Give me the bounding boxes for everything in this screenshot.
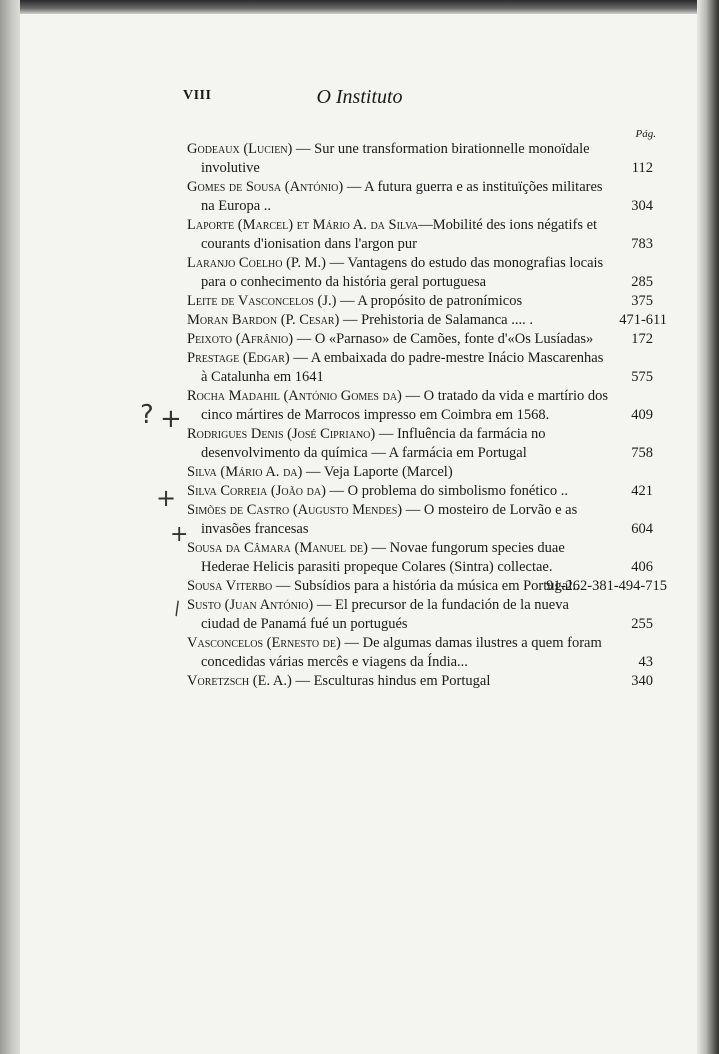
entry-title: — O mosteiro de Lorvão e as invasões francesas (201, 502, 578, 537)
entry-title: — El precursor de la fundación de la nueva ciudad de Panamá fué un portugués (201, 597, 569, 632)
entry-page-number: 340 (631, 673, 653, 689)
entry-page-number: 575 (631, 369, 653, 385)
entry-title: —Mobilité des ions négatifs et courants d'ionisation dans l'argon pur (201, 217, 598, 252)
entry-title: — O «Parnaso» de Camões, fonte d'«Os Lusíadas» (293, 331, 594, 347)
entry-title: — O tratado da vida e martírio dos cinco mártires de Marrocos impresso em Coimbra em 1568. (201, 388, 609, 423)
entry-author: Laranjo Coelho (P. M.) (187, 255, 326, 271)
index-entry (187, 672, 653, 691)
entry-page-number: 285 (631, 274, 653, 290)
entry-author: Leite de Vasconcelos (J.) (187, 293, 337, 309)
entry-title: — Subsídios para a história da música em Portugal.. (272, 578, 580, 594)
page-folio: VIII (183, 88, 212, 103)
index-entry (187, 178, 653, 216)
entry-title: — De algumas damas ilustres a quem foram concedidas várias mercês e viagens da Índia... (201, 635, 602, 670)
scan-border-top (0, 0, 719, 14)
index-entry (187, 482, 653, 501)
entry-title: — O problema do simbolismo fonético .. (325, 483, 568, 499)
index-entry (187, 254, 653, 292)
index-entry (187, 425, 653, 463)
entry-author: Vasconcelos (Ernesto de) (187, 635, 341, 651)
index-entry (187, 387, 653, 425)
entry-author: Sousa da Câmara (Manuel de) (187, 540, 368, 556)
entry-title: — Esculturas hindus em Portugal (291, 673, 491, 689)
entry-page-number: 304 (631, 198, 653, 214)
page-header (0, 86, 719, 110)
handwritten-tick-mark: \ (169, 597, 185, 620)
entry-author: Rocha Madahil (António Gomes da) (187, 388, 402, 404)
entry-page-number: 112 (631, 160, 653, 176)
running-title: O Instituto (316, 86, 403, 108)
entry-title: — Vantagens do estudo das monografias locais para o conhecimento da história geral portuguesa (201, 255, 604, 290)
entry-title: — A propósito de patronímicos (336, 293, 523, 309)
entry-page-number: 783 (631, 236, 653, 252)
entry-author: Laporte (Marcel) et Mário A. da Silva (187, 217, 419, 233)
index-entry (187, 140, 653, 178)
entry-author: Gomes de Sousa (António) (187, 179, 344, 195)
entry-author: Silva Correia (João da) (187, 483, 326, 499)
index-entry (187, 216, 653, 254)
entry-author: Godeaux (Lucien) (187, 141, 293, 157)
entry-page-number: 172 (631, 331, 653, 347)
entry-page-number: 758 (631, 445, 653, 461)
entry-title: — A embaixada do padre-mestre Inácio Mascarenhas à Catalunha em 1641 (201, 350, 604, 385)
handwritten-question-mark: ? (140, 400, 154, 430)
handwritten-cross-mark: + (170, 522, 189, 547)
entry-page-number: 421 (631, 483, 653, 499)
entry-title: — Prehistoria de Salamanca .... . (339, 312, 533, 328)
entry-author: Sousa Viterbo (187, 578, 273, 594)
entry-page-number: 604 (631, 521, 653, 537)
entry-author: Prestage (Edgar) (187, 350, 290, 366)
entry-author: Silva (Mário A. da) (187, 464, 303, 480)
entry-title: — Sur une transformation birationnelle monoïdale involutive (201, 141, 590, 176)
handwritten-cross-mark: + (156, 484, 177, 512)
entry-author: Voretzsch (E. A.) (187, 673, 292, 689)
index-entry (187, 292, 653, 311)
entry-author: Moran Bardon (P. Cesar) (187, 312, 340, 328)
index-entry (187, 596, 653, 634)
entry-page-number: 409 (631, 407, 653, 423)
handwritten-cross-mark: + (160, 404, 182, 434)
entry-page-number: 406 (631, 559, 653, 575)
entry-author: Peixoto (Afrânio) (187, 331, 294, 347)
page-column-label: Pág. (635, 128, 656, 140)
index-entry (187, 330, 653, 349)
index-entry (187, 311, 667, 330)
index-entry (187, 463, 653, 482)
entry-author: Susto (Juan António) (187, 597, 314, 613)
index-entry (187, 501, 653, 539)
entry-title: — Veja Laporte (Marcel) (302, 464, 453, 480)
entry-title: — Influência da farmácia no desenvolvimento da química — A farmácia em Portugal (201, 426, 546, 461)
entry-title: — Novae fungorum species duae Hederae Helicis parasiti propeque Colares (Sintra) collectae. (201, 540, 565, 575)
index-entry (187, 539, 653, 577)
entry-author: Simões de Castro (Augusto Mendes) (187, 502, 403, 518)
entry-title: — A futura guerra e as instituïções militares na Europa .. (201, 179, 603, 214)
index-entry (187, 577, 667, 596)
entry-page-number: 91-262-381-494-715 (546, 578, 667, 594)
index-entry (187, 634, 653, 672)
entry-page-number: 471-611 (619, 312, 667, 328)
scan-gutter-left (0, 0, 20, 1054)
index-list (187, 140, 667, 691)
entry-author: Rodrigues Denis (José Cipriano) (187, 426, 376, 442)
entry-page-number: 255 (631, 616, 653, 632)
page-edge-right (697, 0, 719, 1054)
index-entry (187, 349, 653, 387)
entry-page-number: 375 (631, 293, 653, 309)
entry-page-number: 43 (638, 654, 653, 670)
